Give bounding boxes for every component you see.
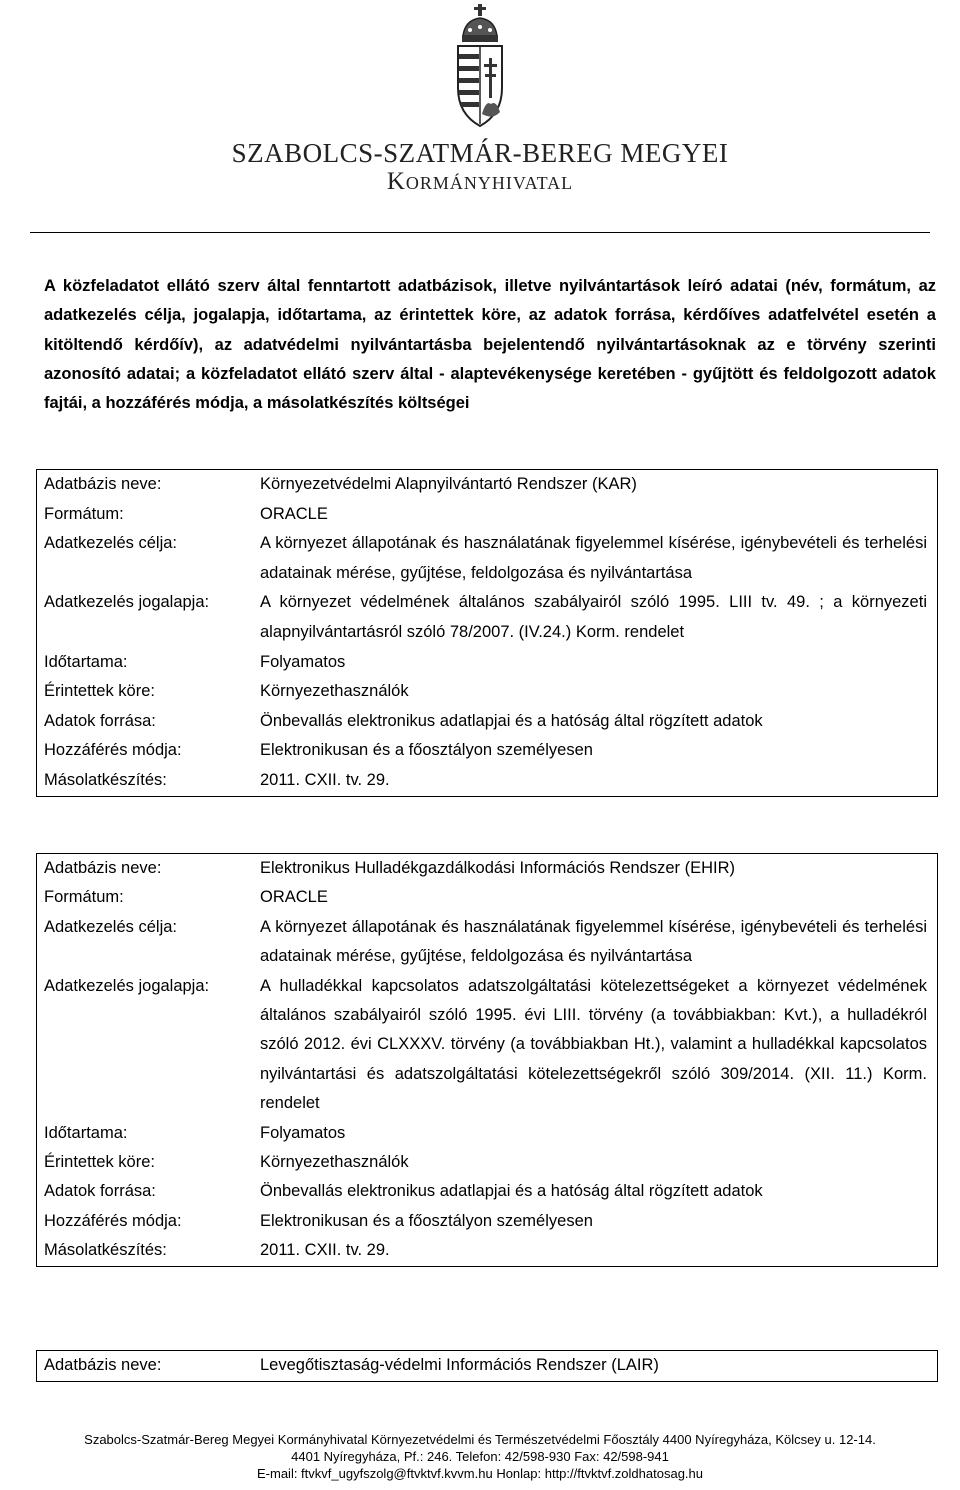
field-value: Folyamatos <box>260 1123 346 1142</box>
org-name-line1: SZABOLCS-SZATMÁR-BEREG MEGYEI <box>231 138 729 168</box>
record-row <box>37 766 938 796</box>
record-row <box>37 1119 938 1148</box>
field-value: Levegőtisztaság-védelmi Információs Rendszer (LAIR) <box>260 1356 659 1374</box>
field-value: Elektronikusan és a főosztályon személyesen <box>260 1211 593 1230</box>
record-row <box>37 1177 938 1206</box>
field-label: Időtartama: <box>44 652 128 671</box>
field-label: Adatkezelés célja: <box>44 534 177 553</box>
intro-paragraph: A közfeladatot ellátó szerv által fenntartott adatbázisok, illetve nyilvántartások leíró adatai (név, formátum, az adatkezelés célja, jogalapja, időtartama, az érintettek köre, az adatok forrása, kérdőíves adatfelvétel esetén a kitöltendő kérdőív), az adatvédelmi nyilvántartásba bejelentendő nyilvántartásoknak az e törvény szerinti azonosító adatai; a közfeladatot ellátó szerv által - alaptevékenysége keretében - gyűjtött és feldolgozott adatok fajtái, a hozzáférés módja, a másolatkészítés költségei <box>44 277 936 413</box>
field-label: Adatok forrása: <box>44 1182 156 1201</box>
record-row <box>37 500 938 530</box>
org-name-line2: Kormányhivatal <box>386 168 574 195</box>
field-value: Folyamatos <box>260 652 346 671</box>
record-row <box>37 1207 938 1236</box>
record-row <box>37 1148 938 1177</box>
coat-of-arms-icon <box>453 2 507 128</box>
record-row <box>37 470 938 500</box>
field-value: Önbevallás elektronikus adatlapjai és a hatóság által rögzített adatok <box>260 1182 763 1201</box>
field-label: Hozzáférés módja: <box>44 741 182 760</box>
field-label: Adatkezelés jogalapja: <box>44 976 210 995</box>
field-label: Formátum: <box>44 888 124 907</box>
field-label: Másolatkészítés: <box>44 1241 167 1260</box>
field-label: Időtartama: <box>44 1123 128 1142</box>
field-value: A hulladékkal kapcsolatos adatszolgáltatási kötelezettségeket a környezet védelmének általános szabályairól szóló 1995. évi LIII. törvény (a továbbiakban: Kvt.), a hulladékról szóló 2012. évi CLXXXV. törvény (a továbbiakban Ht.), valamint a hulladékkal kapcsolatos nyilvántartási és adatszolgáltatási kötelezettségekről szóló 309/2014. (XII. 11.) Korm. rendelet <box>260 976 927 1113</box>
footer-address: Szabolcs-Szatmár-Bereg Megyei Kormányhivatal Környezetvédelmi és Természetvédelmi Főosztály 4400 Nyíregyháza, Kölcsey u. 12-14. <box>84 1432 876 1447</box>
field-label: Adatbázis neve: <box>44 475 162 493</box>
record-row <box>37 1236 938 1266</box>
record-row <box>37 707 938 737</box>
field-value: 2011. CXII. tv. 29. <box>260 1241 390 1260</box>
field-label: Adatbázis neve: <box>44 1356 162 1374</box>
field-value: A környezet állapotának és használatának figyelemmel kísérése, igénybevételi és terhelési adatainak mérése, gyűjtése, feldolgozása és nyilvántartása <box>260 534 927 582</box>
field-value: A környezet állapotának és használatának figyelemmel kísérése, igénybevételi és terhelési adatainak mérése, gyűjtése, feldolgozása és nyilvántartása <box>260 917 927 966</box>
field-label: Hozzáférés módja: <box>44 1211 182 1230</box>
record-row <box>37 1351 938 1382</box>
field-label: Adatkezelés jogalapja: <box>44 593 210 612</box>
field-value: ORACLE <box>260 888 328 907</box>
database-record-ehir <box>36 853 938 1267</box>
record-row <box>37 913 938 972</box>
field-label: Másolatkészítés: <box>44 770 167 789</box>
record-row <box>37 529 938 588</box>
field-value: Elektronikusan és a főosztályon személyesen <box>260 741 593 760</box>
header-divider <box>30 232 930 233</box>
field-value: 2011. CXII. tv. 29. <box>260 770 390 789</box>
field-label: Érintettek köre: <box>44 682 155 701</box>
field-value: Környezetvédelmi Alapnyilvántartó Rendszer (KAR) <box>260 475 637 493</box>
record-row <box>37 736 938 766</box>
database-record-lair <box>36 1350 938 1382</box>
record-row <box>37 648 938 678</box>
database-record-kar <box>36 469 938 797</box>
footer-phone: 4401 Nyíregyháza, Pf.: 246. Telefon: 42/598-930 Fax: 42/598-941 <box>291 1449 669 1464</box>
record-row <box>37 588 938 647</box>
field-value: Önbevallás elektronikus adatlapjai és a hatóság által rögzített adatok <box>260 711 763 730</box>
record-row <box>37 854 938 884</box>
field-label: Formátum: <box>44 504 124 523</box>
field-value: Elektronikus Hulladékgazdálkodási Információs Rendszer (EHIR) <box>260 859 736 877</box>
letterhead <box>0 0 960 240</box>
field-label: Érintettek köre: <box>44 1153 155 1172</box>
footer-contact: E-mail: ftvkvf_ugyfszolg@ftvktvf.kvvm.hu Honlap: http://ftvktvf.zoldhatosag.hu <box>257 1466 703 1481</box>
page-footer <box>0 1431 960 1482</box>
field-label: Adatok forrása: <box>44 711 156 730</box>
field-label: Adatbázis neve: <box>44 859 162 877</box>
record-row <box>37 677 938 707</box>
field-value: Környezethasználók <box>260 1153 409 1172</box>
record-row <box>37 972 938 1119</box>
record-row <box>37 883 938 912</box>
field-value: Környezethasználók <box>260 682 409 701</box>
field-value: ORACLE <box>260 504 328 523</box>
field-value: A környezet védelmének általános szabályairól szóló 1995. LIII tv. 49. ; a környezeti alapnyilvántartásról szóló 78/2007. (IV.24.) Korm. rendelet <box>260 593 927 641</box>
field-label: Adatkezelés célja: <box>44 917 177 936</box>
